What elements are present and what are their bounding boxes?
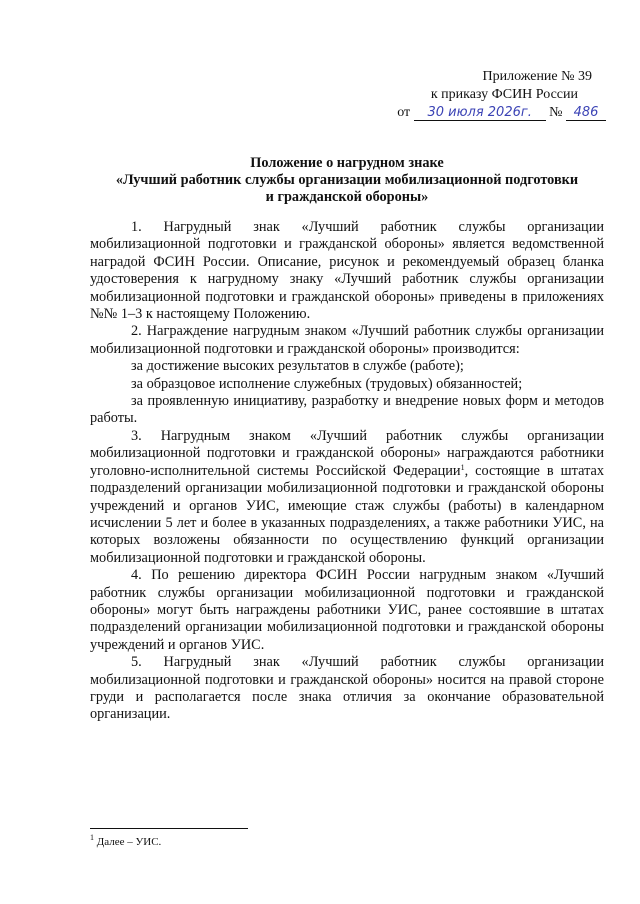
paragraph-3-start: 3. Нагрудным знаком «Лучший работник службы организации мобилизационной подготовки и гражданской обороны» награждаются работники уголовно-исполнительной системы Российской Федерации	[90, 427, 604, 479]
appendix-number: Приложение № 39	[482, 69, 592, 84]
number-sign: №	[549, 105, 563, 120]
document-title	[90, 155, 604, 206]
document-body	[90, 219, 604, 724]
paragraph-2-item-3: за проявленную инициативу, разработку и внедрение новых форм и методов работы.	[90, 393, 604, 427]
title-line-2: «Лучший работник службы организации мобилизационной подготовки	[115, 172, 579, 188]
paragraph-5: 5. Нагрудный знак «Лучший работник службы организации мобилизационной подготовки и гражданской обороны» носится на правой стороне груди и располагается после знака отличия за окончание образовательной организации.	[90, 654, 604, 723]
footnote-separator	[90, 828, 248, 829]
title-line-1: Положение о нагрудном знаке	[250, 155, 444, 171]
order-date-line	[397, 104, 606, 122]
paragraph-2-item-1: за достижение высоких результатов в службе (работе);	[131, 358, 464, 375]
paragraph-4: 4. По решению директора ФСИН России нагрудным знаком «Лучший работник службы организации мобилизационной подготовки и гражданской обороны» могут быть награждены работники УИС, ранее состоявшие в штатах подразделений организации мобилизационной подготовки и гражданской обороны учреждений и органов УИС.	[90, 567, 604, 653]
paragraph-3-end: , состоящие в штатах подразделений организации мобилизационной подготовки и гражданской обороны учреждений и органов УИС, имеющие стаж службы (работы) в календарном исчислении 5 лет и более в указанных подразделениях, а также работники УИС, на которых возложены обязанности по осуществлению функций организации мобилизационной подготовки и гражданской обороны.	[90, 462, 604, 566]
from-label: от	[397, 105, 411, 120]
footnote-text: Далее – УИС.	[94, 836, 162, 848]
title-line-3: и гражданской обороны»	[265, 189, 429, 205]
paragraph-2-item-2: за образцовое исполнение служебных (трудовых) обязанностей;	[131, 375, 523, 392]
handwritten-date: 30 июля 2026г.	[414, 106, 546, 121]
paragraph-2: 2. Награждение нагрудным знаком «Лучший работник службы организации мобилизационной подготовки и гражданской обороны» производится:	[90, 323, 604, 357]
footnote-mark: 1	[90, 833, 94, 842]
handwritten-number: 486	[566, 106, 606, 121]
paragraph-3	[90, 428, 604, 567]
footnote	[90, 833, 162, 849]
footnote-reference: 1	[460, 462, 465, 472]
paragraph-1: 1. Нагрудный знак «Лучший работник службы организации мобилизационной подготовки и гражданской обороны» является ведомственной наградой ФСИН России. Описание, рисунок и рекомендуемый образец бланка удостоверения к нагрудному знаку «Лучший работник службы организации мобилизационной подготовки и гражданской обороны» приведены в приложениях №№ 1–3 к настоящему Положению.	[90, 219, 604, 323]
order-reference: к приказу ФСИН России	[430, 87, 578, 102]
appendix-header	[397, 68, 606, 122]
